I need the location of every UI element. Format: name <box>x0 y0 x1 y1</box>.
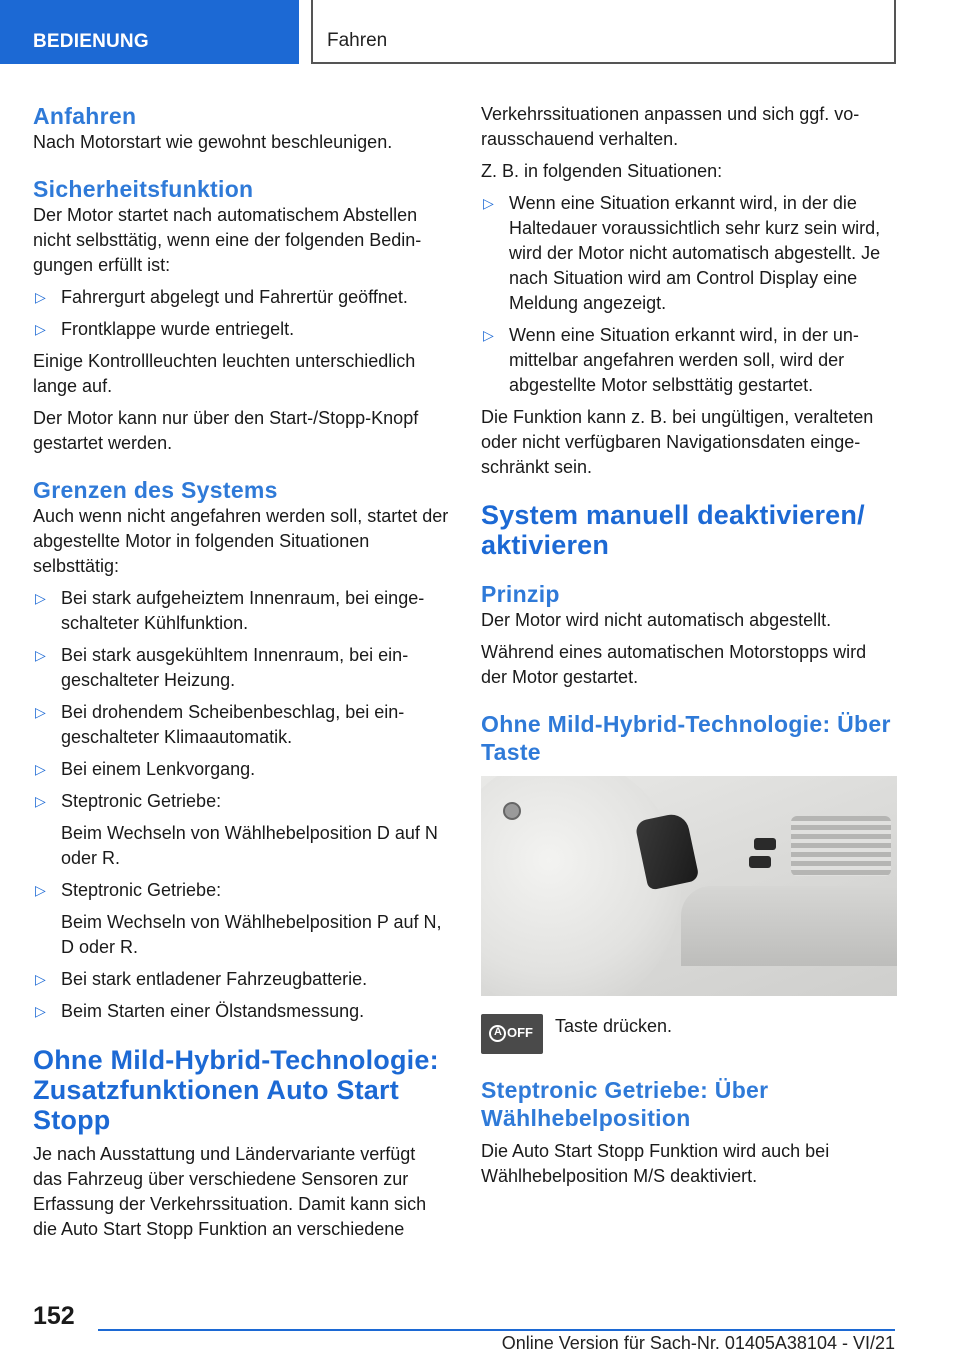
text-taste-druecken: Taste drücken. <box>555 1016 673 1036</box>
text-sicherheit-p1: Einige Kontrollleuchten leuchten unterschiedlich lange auf. <box>33 351 416 396</box>
text-anfahren: Nach Motorstart wie gewohnt beschleunigen. <box>33 132 393 152</box>
right-column <box>481 102 897 1189</box>
text-prinzip-p2: Während eines automatischen Motorstopps wird der Motor gestartet. <box>481 642 867 687</box>
hazard-button-shape <box>749 856 771 868</box>
list-item: ▷ Fahrergurt abgelegt und Fahrertür geöffnet. <box>33 285 449 310</box>
auto-ring-icon <box>489 1025 506 1042</box>
list-item: ▷ Bei einem Lenkvorgang. <box>33 757 449 782</box>
cockpit-photo <box>481 776 897 996</box>
list-item: ▷ Wenn eine Situation erkannt wird, in der unmittelbar angefahren werden soll, wird der abgestellte Motor selbsttätig gestartet. <box>483 325 859 395</box>
triangle-bullet-icon: ▷ <box>483 327 494 343</box>
list-item: ▷ Bei stark ausgekühltem Innenraum, bei eingeschalteter Heizung. <box>35 645 409 690</box>
triangle-bullet-icon: ▷ <box>35 321 46 337</box>
section-title: BEDIENUNG <box>33 31 149 52</box>
triangle-bullet-icon: ▷ <box>35 761 46 777</box>
text-grenzen-intro: Auch wenn nicht angefahren werden soll, startet der abgestellte Motor in folgenden Situationen selbsttätig: <box>33 506 449 576</box>
brand-logo-icon <box>503 802 521 820</box>
triangle-bullet-icon: ▷ <box>35 647 46 663</box>
footer-rule <box>98 1329 895 1331</box>
triangle-bullet-icon: ▷ <box>35 882 46 898</box>
list-sicherheit <box>33 285 449 342</box>
list-item: ▷ Bei stark aufgeheiztem Innenraum, bei eingeschalteter Kühlfunktion. <box>35 588 425 633</box>
left-column <box>33 102 449 1242</box>
list-item: ▷ Beim Starten einer Ölstandsmessung. <box>33 999 449 1024</box>
auto-start-stop-off-icon <box>481 1014 543 1054</box>
page-number: 152 <box>33 1302 75 1330</box>
list-subtext: Beim Wechseln von Wählhebelposition D auf N oder R. <box>61 823 438 868</box>
triangle-bullet-icon: ▷ <box>35 793 46 809</box>
chapter-title: Fahren <box>327 30 388 51</box>
triangle-bullet-icon: ▷ <box>35 971 46 987</box>
text-zusatz: Je nach Ausstattung und Ländervariante verfügt das Fahrzeug über verschiedene Sensoren zur Erfassung der Verkehrssituation. Damit kann sich die Auto Start Stopp Funktion an verschiedene <box>33 1144 427 1239</box>
text-steptronic: Die Auto Start Stopp Funktion wird auch bei Wählhebelposition M/S deaktiviert. <box>481 1141 830 1186</box>
list-item: ▷ Steptronic Getriebe: Beim Wechseln von Wählhebelposition P auf N, D oder R. <box>33 878 449 960</box>
text-continued: Verkehrssituationen anpassen und sich ggf. vorausschauend verhalten. <box>481 104 860 149</box>
triangle-bullet-icon: ▷ <box>35 1003 46 1019</box>
list-item: ▷ Bei stark entladener Fahrzeugbatterie. <box>33 967 449 992</box>
heading-steptronic: Steptronic Getriebe: Über Wählhebelposition <box>481 1077 769 1131</box>
text-sicherheit-intro: Der Motor startet nach automatischem Abstellen nicht selbsttätig, wenn eine der folgenden Bedingungen erfüllt ist: <box>33 205 422 275</box>
section-tab <box>0 0 299 64</box>
heading-taste: Ohne Mild-Hybrid-Technologie: Über Taste <box>481 711 891 765</box>
triangle-bullet-icon: ▷ <box>35 289 46 305</box>
off-label: OFF <box>507 1025 533 1040</box>
dashboard-shape <box>681 886 897 966</box>
triangle-bullet-icon: ▷ <box>483 195 494 211</box>
footer-text: Online Version für Sach-Nr. 01405A38104 - VI/21 <box>501 1333 895 1353</box>
key-instruction <box>481 1014 897 1056</box>
heading-sicherheitsfunktion: Sicherheitsfunktion <box>33 176 254 202</box>
text-limit: Die Funktion kann z. B. bei ungültigen, veralteten oder nicht verfügbaren Navigationsdaten eingeschränkt sein. <box>481 407 874 477</box>
auto-start-stop-button-shape <box>754 838 776 850</box>
list-item: ▷ Wenn eine Situation erkannt wird, in der die Haltedauer voraussichtlich sehr kurz sein wird, wird der Motor nicht automatisch abgestellt. Je nach Situation wird am Control Display eine Meldung angezeigt. <box>483 193 881 313</box>
triangle-bullet-icon: ▷ <box>35 590 46 606</box>
list-subtext: Beim Wechseln von Wählhebelposition P auf N, D oder R. <box>61 912 442 957</box>
text-sicherheit-p2: Der Motor kann nur über den Start-/Stopp-Knopf gestartet werden. <box>33 408 419 453</box>
text-zb: Z. B. in folgenden Situationen: <box>481 161 723 181</box>
triangle-bullet-icon: ▷ <box>35 704 46 720</box>
heading-prinzip: Prinzip <box>481 581 560 607</box>
chapter-tab <box>311 0 896 64</box>
heading-anfahren: Anfahren <box>33 103 137 129</box>
list-item: ▷ Bei drohendem Scheibenbeschlag, bei eingeschalteter Klimaautomatik. <box>35 702 405 747</box>
heading-zusatzfunktionen: Ohne Mild-Hybrid-Technologie: Zusatzfunktionen Auto Start Stopp <box>33 1045 439 1135</box>
list-item: ▷ Frontklappe wurde entriegelt. <box>33 317 449 342</box>
heading-manuell: System manuell deaktivieren/ aktivieren <box>481 500 865 560</box>
list-situationen <box>481 191 897 398</box>
heading-grenzen: Grenzen des Systems <box>33 477 278 503</box>
list-grenzen <box>33 586 449 1024</box>
air-vent-shape <box>791 816 891 876</box>
list-item: ▷ Steptronic Getriebe: Beim Wechseln von Wählhebelposition D auf N oder R. <box>33 789 449 871</box>
text-prinzip-p1: Der Motor wird nicht automatisch abgestellt. <box>481 610 832 630</box>
